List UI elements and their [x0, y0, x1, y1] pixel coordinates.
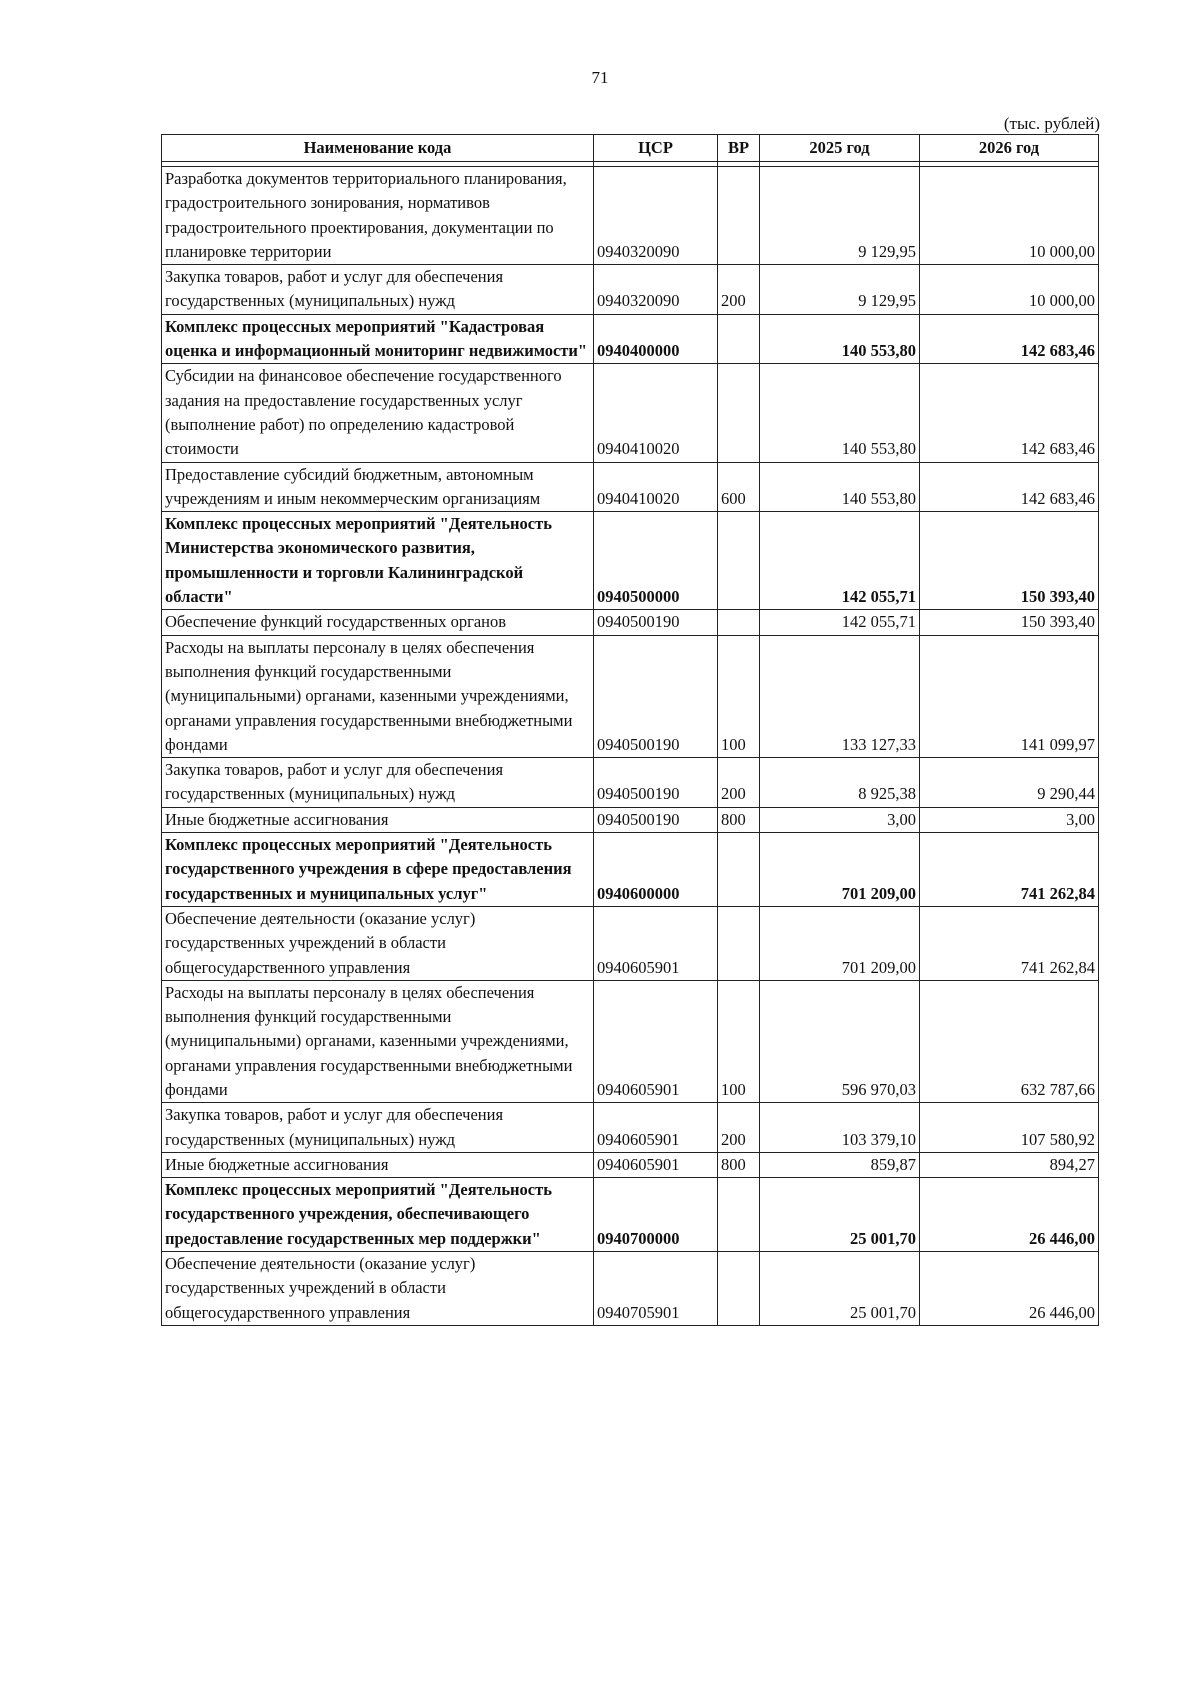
- table-row: [162, 167, 1099, 265]
- row-2026: 741 262,84: [920, 906, 1099, 980]
- row-name: Иные бюджетные ассигнования: [162, 1152, 594, 1177]
- row-vr: [718, 364, 760, 462]
- row-vr: [718, 1178, 760, 1252]
- row-2025: 142 055,71: [760, 512, 920, 610]
- row-vr: [718, 610, 760, 635]
- table-row: [162, 833, 1099, 907]
- table-row: [162, 1103, 1099, 1153]
- table-row: [162, 1252, 1099, 1326]
- row-2025: 596 970,03: [760, 980, 920, 1102]
- row-2025: 8 925,38: [760, 758, 920, 808]
- row-csr: 0940705901: [594, 1252, 718, 1326]
- row-2026: 10 000,00: [920, 265, 1099, 315]
- row-2026: 3,00: [920, 807, 1099, 832]
- table-row: [162, 512, 1099, 610]
- row-2026: 150 393,40: [920, 512, 1099, 610]
- table-row: [162, 758, 1099, 808]
- row-2026: 107 580,92: [920, 1103, 1099, 1153]
- table-header-row: [162, 135, 1099, 162]
- row-2025: 701 209,00: [760, 906, 920, 980]
- units-label: (тыс. рублей): [1003, 114, 1100, 133]
- row-csr: 0940500190: [594, 635, 718, 757]
- row-name: Комплекс процессных мероприятий "Деятельность государственного учреждения в сфере предоставления государственных и муниципальных услуг": [162, 833, 594, 907]
- row-name: Иные бюджетные ассигнования: [162, 807, 594, 832]
- row-2025: 25 001,70: [760, 1252, 920, 1326]
- page-number: 71: [591, 68, 609, 87]
- header-name: Наименование кода: [162, 135, 594, 162]
- row-csr: 0940410020: [594, 462, 718, 512]
- table-row: [162, 314, 1099, 364]
- row-2026: 632 787,66: [920, 980, 1099, 1102]
- row-2025: 859,87: [760, 1152, 920, 1177]
- row-2026: 141 099,97: [920, 635, 1099, 757]
- header-vr: ВР: [718, 135, 760, 162]
- row-csr: 0940500000: [594, 512, 718, 610]
- row-vr: 800: [718, 807, 760, 832]
- table-row: [162, 906, 1099, 980]
- row-2026: 9 290,44: [920, 758, 1099, 808]
- header-csr: ЦСР: [594, 135, 718, 162]
- table-body: [162, 162, 1099, 1326]
- row-csr: 0940700000: [594, 1178, 718, 1252]
- row-vr: [718, 1252, 760, 1326]
- row-2025: 142 055,71: [760, 610, 920, 635]
- row-2025: 140 553,80: [760, 314, 920, 364]
- header-2026: 2026 год: [920, 135, 1099, 162]
- row-csr: 0940605901: [594, 906, 718, 980]
- row-2025: 25 001,70: [760, 1178, 920, 1252]
- row-2026: 741 262,84: [920, 833, 1099, 907]
- row-2025: 133 127,33: [760, 635, 920, 757]
- row-2025: 701 209,00: [760, 833, 920, 907]
- row-csr: 0940320090: [594, 265, 718, 315]
- row-name: Субсидии на финансовое обеспечение государственного задания на предоставление государственных услуг (выполнение работ) по определению кадастровой стоимости: [162, 364, 594, 462]
- table-row: [162, 265, 1099, 315]
- row-name: Расходы на выплаты персоналу в целях обеспечения выполнения функций государственными (муниципальными) органами, казенными учреждениями, органами управления государственными внебюджетными фондами: [162, 980, 594, 1102]
- row-vr: 100: [718, 980, 760, 1102]
- table-row: [162, 635, 1099, 757]
- row-name: Обеспечение деятельности (оказание услуг) государственных учреждений в области общегосударственного управления: [162, 1252, 594, 1326]
- header-2025: 2025 год: [760, 135, 920, 162]
- row-2026: 10 000,00: [920, 167, 1099, 265]
- row-vr: 200: [718, 758, 760, 808]
- row-name: Расходы на выплаты персоналу в целях обеспечения выполнения функций государственными (муниципальными) органами, казенными учреждениями, органами управления государственными внебюджетными фондами: [162, 635, 594, 757]
- row-2026: 142 683,46: [920, 364, 1099, 462]
- table-row: [162, 610, 1099, 635]
- row-name: Закупка товаров, работ и услуг для обеспечения государственных (муниципальных) нужд: [162, 265, 594, 315]
- row-2026: 142 683,46: [920, 462, 1099, 512]
- row-csr: 0940400000: [594, 314, 718, 364]
- row-vr: 100: [718, 635, 760, 757]
- row-2026: 894,27: [920, 1152, 1099, 1177]
- row-2026: 142 683,46: [920, 314, 1099, 364]
- row-vr: [718, 314, 760, 364]
- row-2025: 140 553,80: [760, 462, 920, 512]
- row-2025: 9 129,95: [760, 265, 920, 315]
- row-csr: 0940500190: [594, 807, 718, 832]
- row-2026: 150 393,40: [920, 610, 1099, 635]
- table-row: [162, 1178, 1099, 1252]
- row-name: Комплекс процессных мероприятий "Деятельность Министерства экономического развития, промышленности и торговли Калининградской области": [162, 512, 594, 610]
- row-name: Закупка товаров, работ и услуг для обеспечения государственных (муниципальных) нужд: [162, 758, 594, 808]
- row-csr: 0940320090: [594, 167, 718, 265]
- row-vr: [718, 906, 760, 980]
- row-vr: 200: [718, 1103, 760, 1153]
- row-name: Обеспечение функций государственных органов: [162, 610, 594, 635]
- row-csr: 0940605901: [594, 980, 718, 1102]
- row-vr: [718, 833, 760, 907]
- row-vr: [718, 167, 760, 265]
- row-name: Обеспечение деятельности (оказание услуг) государственных учреждений в области общегосударственного управления: [162, 906, 594, 980]
- table-row: [162, 1152, 1099, 1177]
- row-csr: 0940600000: [594, 833, 718, 907]
- row-name: Комплекс процессных мероприятий "Деятельность государственного учреждения, обеспечивающего предоставление государственных мер поддержки": [162, 1178, 594, 1252]
- row-csr: 0940605901: [594, 1152, 718, 1177]
- row-2025: 140 553,80: [760, 364, 920, 462]
- row-2025: 103 379,10: [760, 1103, 920, 1153]
- row-vr: 200: [718, 265, 760, 315]
- budget-table: [161, 134, 1099, 1326]
- table-row: [162, 980, 1099, 1102]
- row-vr: 600: [718, 462, 760, 512]
- table-row: [162, 462, 1099, 512]
- row-name: Разработка документов территориального планирования, градостроительного зонирования, нормативов градостроительного проектирования, документации по планировке территории: [162, 167, 594, 265]
- row-name: Комплекс процессных мероприятий "Кадастровая оценка и информационный мониторинг недвижимости": [162, 314, 594, 364]
- table-row: [162, 364, 1099, 462]
- row-csr: 0940410020: [594, 364, 718, 462]
- row-name: Закупка товаров, работ и услуг для обеспечения государственных (муниципальных) нужд: [162, 1103, 594, 1153]
- row-vr: 800: [718, 1152, 760, 1177]
- row-name: Предоставление субсидий бюджетным, автономным учреждениям и иным некоммерческим организациям: [162, 462, 594, 512]
- row-2025: 3,00: [760, 807, 920, 832]
- table-row: [162, 807, 1099, 832]
- row-2026: 26 446,00: [920, 1178, 1099, 1252]
- row-csr: 0940500190: [594, 758, 718, 808]
- row-csr: 0940605901: [594, 1103, 718, 1153]
- row-2025: 9 129,95: [760, 167, 920, 265]
- row-csr: 0940500190: [594, 610, 718, 635]
- row-vr: [718, 512, 760, 610]
- row-2026: 26 446,00: [920, 1252, 1099, 1326]
